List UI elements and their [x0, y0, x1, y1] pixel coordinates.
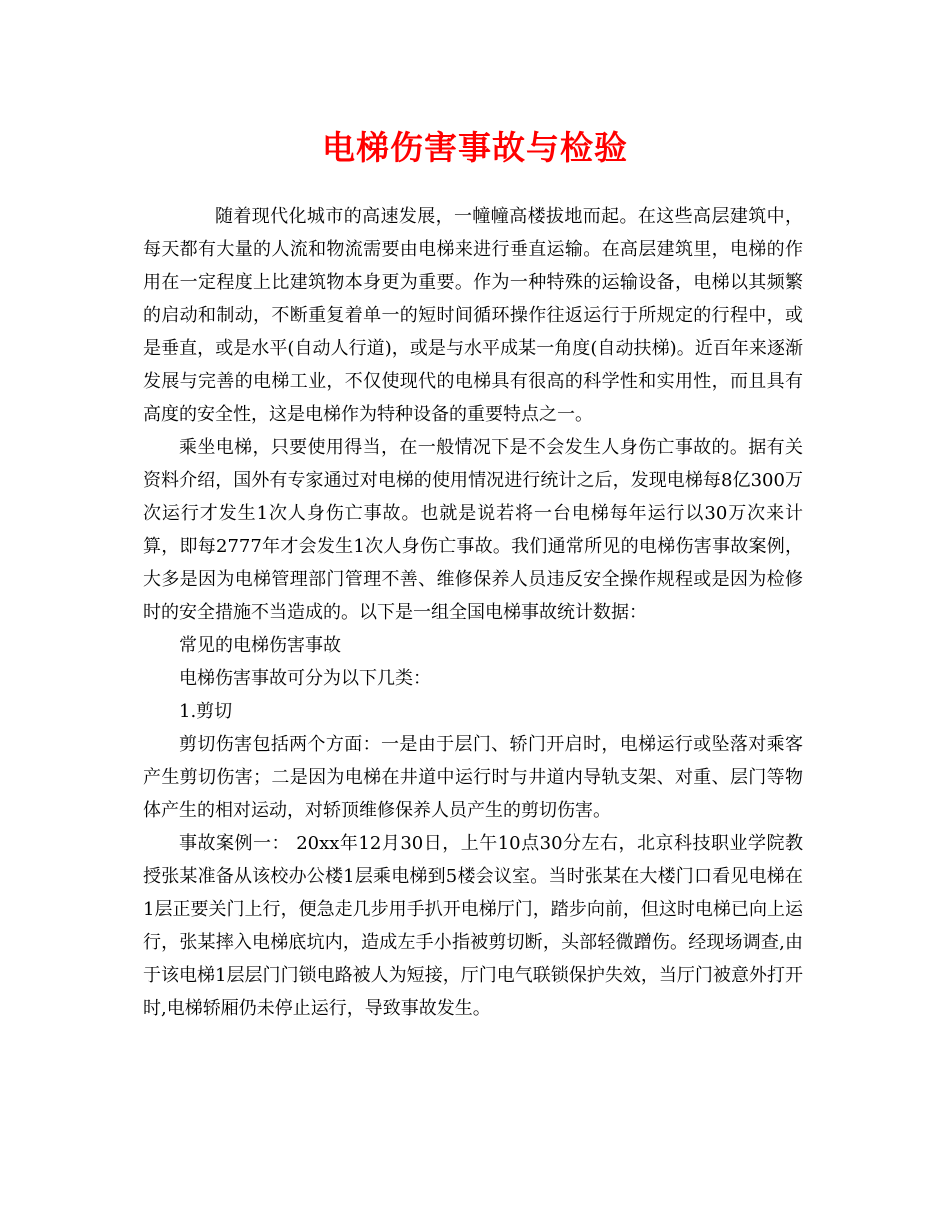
document-body — [143, 200, 803, 1025]
paragraph-case-one: 事故案例一： 20xx年12月30日，上午10点30分左右，北京科技职业学院教授张某准备从该校办公楼1层乘电梯到5楼会议室。当时张某在大楼门口看见电梯在1层正要关门上行，便急走几步用手扒开电梯厅门，踏步向前，但这时电梯已向上运行，张某摔入电梯底坑内，造成左手小指被剪切断，头部轻微蹭伤。经现场调查,由于该电梯1层层门门锁电路被人为短接，厅门电气联锁保护失效，当厅门被意外打开时,电梯轿厢仍未停止运行，导致事故发生。 — [143, 833, 803, 1019]
list-item-shearing: 1.剪切 — [179, 701, 233, 722]
paragraph-categories: 电梯伤害事故可分为以下几类： — [179, 668, 431, 689]
paragraph-intro: 随着现代化城市的高速发展，一幢幢高楼拔地而起。在这些高层建筑中，每天都有大量的人流和物流需要由电梯来进行垂直运输。在高层建筑里，电梯的作用在一定程度上比建筑物本身更为重要。作为一种特殊的运输设备，电梯以其频繁的启动和制动，不断重复着单一的短时间循环操作往返运行于所规定的行程中，或是垂直，或是水平(自动人行道)，或是与水平成某一角度(自动扶梯)。近百年来逐渐发展与完善的电梯工业，不仅使现代的电梯具有很高的科学性和实用性，而且具有高度的安全性，这是电梯作为特种设备的重要特点之一。 — [143, 206, 803, 425]
paragraph-statistics: 乘坐电梯，只要使用得当，在一般情况下是不会发生人身伤亡事故的。据有关资料介绍，国外有专家通过对电梯的使用情况进行统计之后，发现电梯每8亿300万次运行才发生1次人身伤亡事故。也就是说若将一台电梯每年运行以30万次来计算，即每2777年才会发生1次人身伤亡事故。我们通常所见的电梯伤害事故案例，大多是因为电梯管理部门管理不善、维修保养人员违反安全操作规程或是因为检修时的安全措施不当造成的。以下是一组全国电梯事故统计数据： — [143, 437, 803, 623]
document-title: 电梯伤害事故与检验 — [322, 128, 628, 167]
paragraph-shearing-description: 剪切伤害包括两个方面：一是由于层门、轿门开启时，电梯运行或坠落对乘客产生剪切伤害；二是因为电梯在井道中运行时与井道内导轨支架、对重、层门等物体产生的相对运动，对轿顶维修保养人员产生的剪切伤害。 — [143, 734, 803, 821]
section-heading-common-accidents: 常见的电梯伤害事故 — [179, 635, 341, 656]
